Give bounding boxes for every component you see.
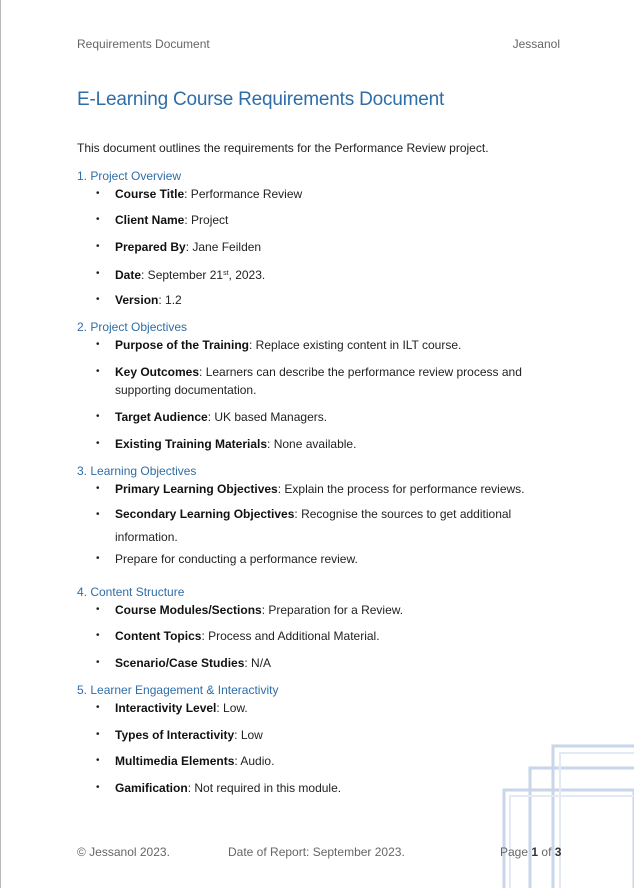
list-item: • Prepared By: Jane Feilden (96, 240, 262, 254)
list-item: • Types of Interactivity: Low (96, 728, 263, 742)
header-doc-title: Requirements Document (77, 37, 210, 51)
list-item: • Scenario/Case Studies: N/A (96, 656, 272, 670)
list-item: • Content Topics: Process and Additional Material. (96, 629, 380, 643)
intro-paragraph: This document outlines the requirements for the Performance Review project. (77, 141, 489, 155)
list-item: • Target Audience: UK based Managers. (96, 410, 328, 424)
list-item: • Course Modules/Sections: Preparation for a Review. (96, 603, 404, 617)
section-heading-learning-objectives: 3. Learning Objectives (77, 464, 197, 478)
list-item: • Key Outcomes: Learners can describe the performance review process and supporting documentation. (96, 365, 522, 397)
list-item: • Prepare for conducting a performance review. (96, 552, 358, 566)
list-item: • Date: September 21st, 2023. (96, 268, 266, 282)
section-heading-learner-engagement: 5. Learner Engagement & Interactivity (77, 683, 279, 697)
section-heading-project-overview: 1. Project Overview (77, 169, 182, 183)
list-item: • Interactivity Level: Low. (96, 701, 248, 715)
footer-copyright: © Jessanol 2023. (77, 845, 170, 859)
list-item: • Secondary Learning Objectives: Recognise the sources to get additional information. (96, 507, 512, 544)
section-heading-project-objectives: 2. Project Objectives (77, 320, 188, 334)
list-item: • Existing Training Materials: None available. (96, 437, 357, 451)
list-item: • Course Title: Performance Review (96, 187, 303, 201)
list-item: • Client Name: Project (96, 213, 229, 227)
page-header (77, 37, 560, 51)
page-edge (0, 0, 1, 888)
list-item: • Version: 1.2 (96, 293, 182, 307)
document-title: E-Learning Course Requirements Document (77, 89, 445, 110)
list-item: • Purpose of the Training: Replace existing content in ILT course. (96, 338, 462, 352)
list-item: • Gamification: Not required in this module. (96, 781, 342, 795)
list-item: • Primary Learning Objectives: Explain the process for performance reviews. (96, 482, 525, 496)
footer-report-date: Date of Report: September 2023. (228, 845, 405, 859)
footer-page-number: Page 1 of 3 (500, 845, 562, 859)
section-heading-content-structure: 4. Content Structure (77, 585, 185, 599)
list-item: • Multimedia Elements: Audio. (96, 754, 275, 768)
header-company: Jessanol (512, 37, 560, 51)
decorative-frame-graphic (500, 744, 634, 888)
